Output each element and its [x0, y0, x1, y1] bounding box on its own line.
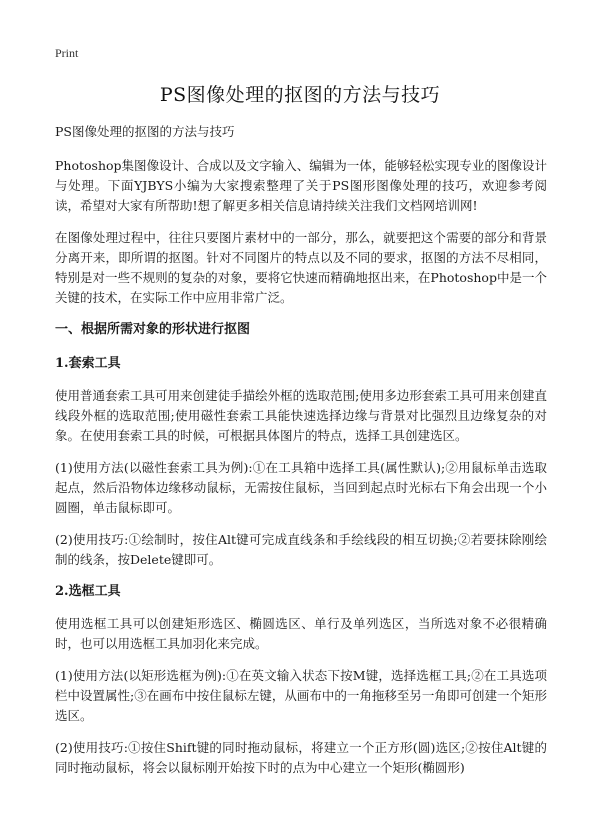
- section-heading-shape: 一、根据所需对象的形状进行抠图: [55, 322, 251, 337]
- subsection-heading-marquee: 2.选框工具: [55, 584, 121, 599]
- lasso-usage: (1)使用方法(以磁性套索工具为例):①在工具箱中选择工具(属性默认);②用鼠标单击选取起点，然后沿物体边缘移动鼠标，无需按住鼠标，当回到起点时光标右下角会出现一个小圆圈，单击鼠标即可。: [55, 460, 547, 515]
- intro-paragraph: Photoshop集图像设计、合成以及文字输入、编辑为一体，能够轻松实现专业的图像设计与处理。下面YJBYS小编为大家搜索整理了关于PS图形图像处理的技巧，欢迎参考阅读，希望对大家有所帮助!想了解更多相关信息请持续关注我们文档网培训网!: [55, 158, 547, 213]
- marquee-description: 使用选框工具可以创建矩形选区、椭圆选区、单行及单列选区，当所选对象不必很精确时，也可以用选框工具加羽化来完成。: [55, 616, 547, 651]
- overview-paragraph: 在图像处理过程中，往往只要图片素材中的一部分，那么，就要把这个需要的部分和背景分离开来，即所谓的抠图。针对不同图片的特点以及不同的要求，抠图的方法不尽相同，特别是对一些不规则的复杂的对象，要将它快速而精确地抠出来，在Photoshop中是一个关键的技术，在实际工作中应用非常广泛。: [55, 230, 547, 305]
- lasso-description: 使用普通套索工具可用来创建徒手描绘外框的选取范围;使用多边形套索工具可用来创建直线段外框的选取范围;使用磁性套索工具能快速选择边缘与背景对比强烈且边缘复杂的对象。在使用套索工具的时候，可根据具体图片的特点，选择工具创建选区。: [55, 388, 547, 443]
- print-label: Print: [55, 46, 79, 60]
- subsection-heading-lasso: 1.套索工具: [55, 356, 121, 371]
- marquee-usage: (1)使用方法(以矩形选框为例):①在英文输入状态下按M键，选择选框工具;②在工具选项栏中设置属性;③在画布中按住鼠标左键，从画布中的一角拖移至另一角即可创建一个矩形选区。: [55, 668, 547, 723]
- lasso-tips: (2)使用技巧:①绘制时，按住Alt键可完成直线条和手绘线段的相互切换;②若要抹除刚绘制的线条，按Delete键即可。: [55, 532, 547, 567]
- document-subtitle: PS图像处理的抠图的方法与技巧: [55, 124, 235, 139]
- document-title: PS图像处理的抠图的方法与技巧: [159, 84, 441, 106]
- marquee-tips: (2)使用技巧:①按住Shift键的同时拖动鼠标，将建立一个正方形(圆)选区;②按住Alt键的同时拖动鼠标，将会以鼠标刚开始按下时的点为中心建立一个矩形(椭圆形): [55, 740, 547, 775]
- document-body: [55, 122, 547, 790]
